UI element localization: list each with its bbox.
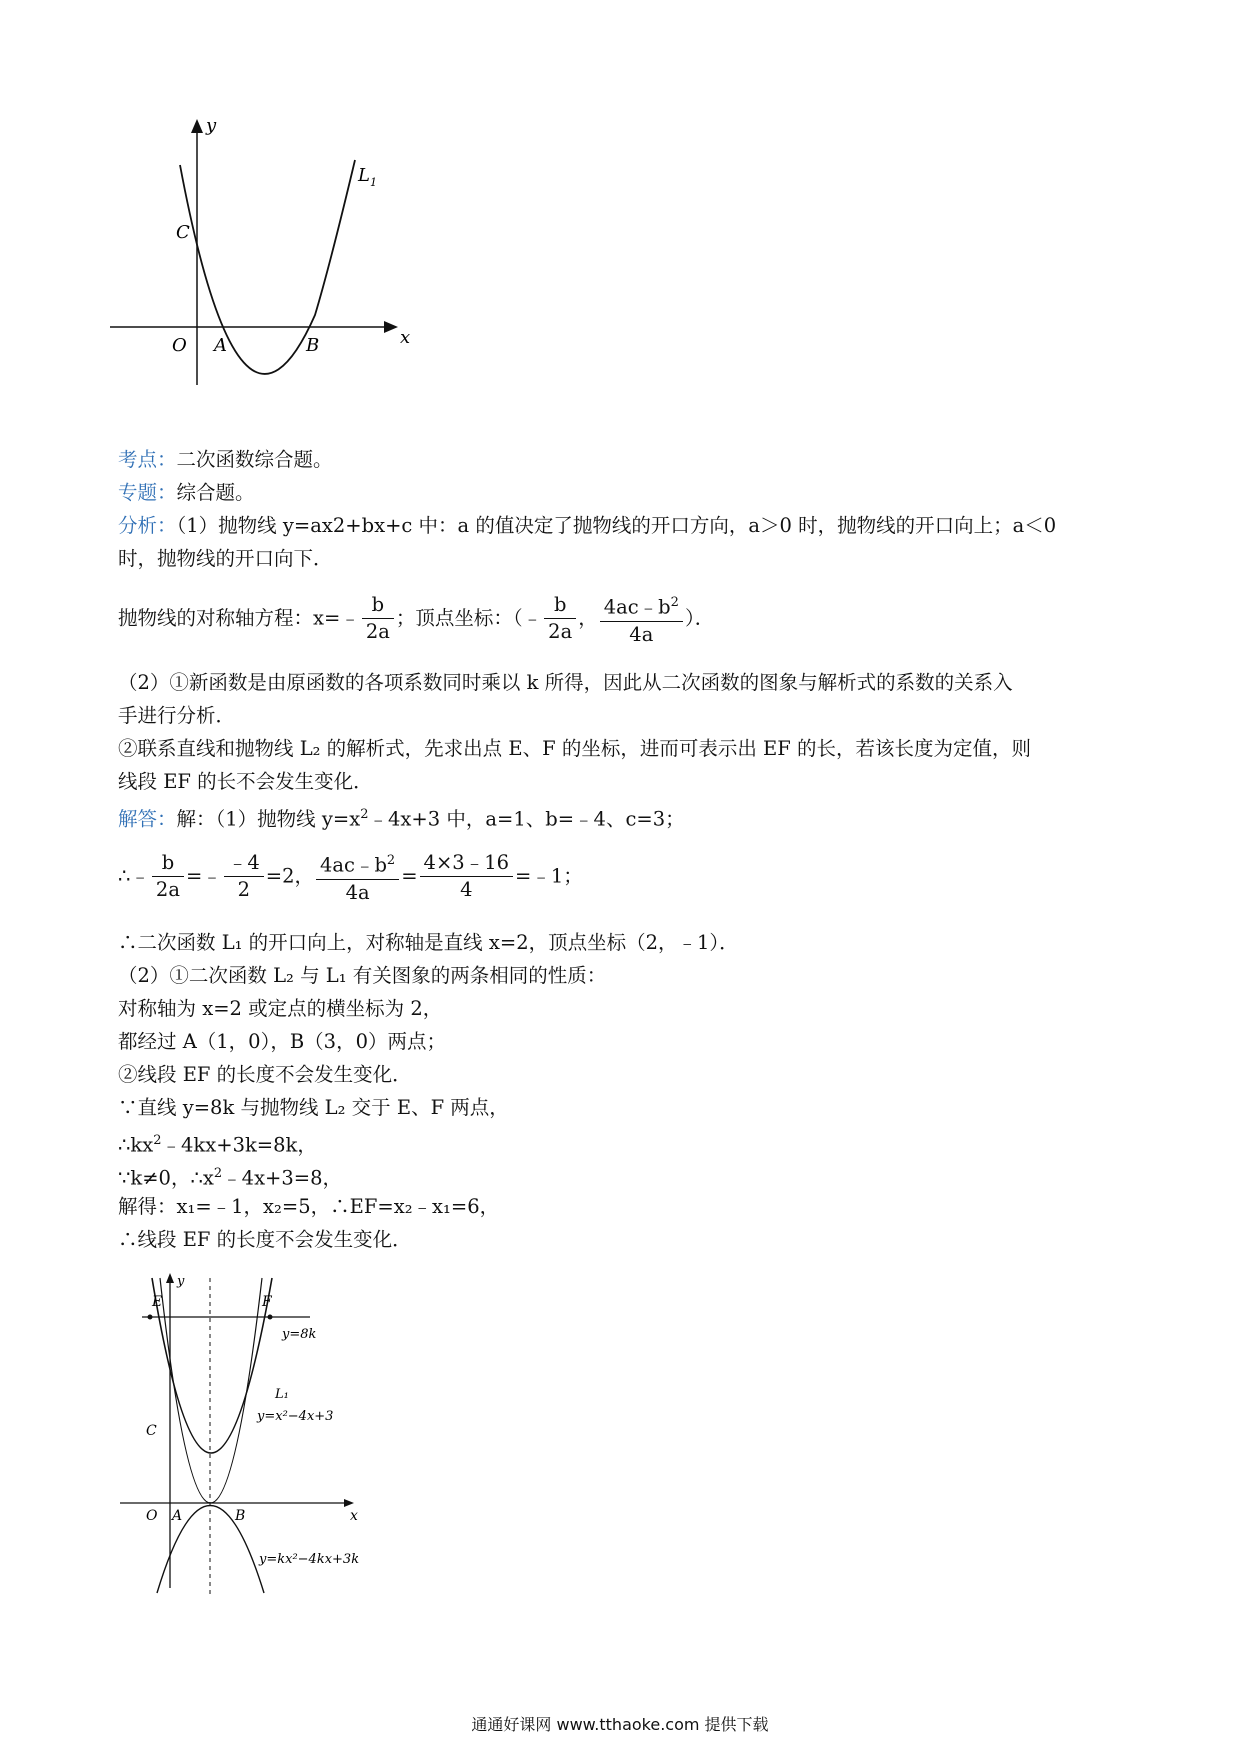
y-axis-label: y bbox=[177, 1274, 185, 1289]
curve-l1-label: L bbox=[358, 165, 370, 186]
fraction-vertex-x bbox=[544, 592, 576, 645]
frac-num bbox=[600, 590, 683, 622]
fraction-b-over-2a bbox=[152, 850, 184, 903]
point-a-label: A bbox=[214, 335, 227, 356]
frac-den: 4 bbox=[460, 878, 473, 902]
point-c-label: C bbox=[146, 1423, 157, 1439]
kaodian-label: 考点： bbox=[118, 448, 177, 471]
calc-eq: =2， bbox=[265, 864, 314, 888]
point-c-label: C bbox=[176, 222, 190, 243]
jieda-line-6: 都经过 A（1，0），B（3，0）两点； bbox=[118, 1030, 446, 1053]
jieda-label: 解答： bbox=[118, 807, 177, 831]
frac-num bbox=[316, 848, 399, 880]
text-a: ∴kx bbox=[118, 1133, 154, 1157]
jieda-line-8: ∵直线 y=8k 与抛物线 L₂ 交于 E、F 两点， bbox=[118, 1096, 509, 1119]
fenxi-p2-line-2: 手进行分析． bbox=[118, 704, 236, 727]
superscript: 2 bbox=[386, 853, 396, 868]
curve-l1-label: L₁ bbox=[275, 1387, 289, 1402]
line-y8k-label: y=8k bbox=[282, 1327, 317, 1342]
jieda-line-10 bbox=[118, 1159, 342, 1194]
point-b-label: B bbox=[306, 335, 320, 356]
jieda-line-4: （2）①二次函数 L₂ 与 L₁ 有关图象的两条相同的性质： bbox=[118, 964, 607, 987]
calc-eq: =﹣1； bbox=[515, 864, 583, 888]
vertex-suffix: ）． bbox=[684, 606, 715, 630]
kaodian-text: 二次函数综合题。 bbox=[176, 448, 333, 471]
frac-num: b bbox=[544, 592, 576, 619]
fraction-vertex-y bbox=[316, 848, 399, 906]
text-b: ﹣4kx+3k=8k， bbox=[161, 1133, 317, 1157]
origin-label: O bbox=[172, 335, 187, 356]
curve-l2-equation: y=kx²−4kx+3k bbox=[259, 1552, 360, 1567]
curve-l1-equation: y=x²−4x+3 bbox=[257, 1409, 334, 1424]
fraction-neg4-over-2 bbox=[224, 850, 264, 903]
superscript: 2 bbox=[670, 595, 679, 610]
fenxi-line-2: 时，抛物线的开口向下． bbox=[118, 547, 333, 570]
calc-eq: = bbox=[401, 864, 418, 888]
frac-den: 2a bbox=[155, 878, 180, 902]
frac-den: 2 bbox=[237, 878, 250, 902]
frac-num-text: 4ac﹣b bbox=[603, 595, 671, 619]
calc-prefix: ∴﹣ bbox=[118, 864, 150, 888]
fenxi-p2-line-3: ②联系直线和抛物线 L₂ 的解析式，先求出点 E、F 的坐标，进而可表示出 EF 的长，若该长度为定值，则 bbox=[118, 737, 1031, 760]
frac-num: b bbox=[362, 592, 394, 619]
jieda-line-11: 解得：x₁=﹣1，x₂=5，∴EF=x₂﹣x₁=6， bbox=[118, 1195, 500, 1218]
fenxi-formula bbox=[118, 590, 714, 648]
point-f-label: F bbox=[262, 1294, 272, 1310]
zhuanti-text: 综合题。 bbox=[176, 481, 255, 504]
superscript: 2 bbox=[153, 1133, 162, 1148]
page-footer: 通通好课网 www.tthaoke.com 提供下载 bbox=[471, 1715, 769, 1734]
zhuanti-label: 专题： bbox=[118, 481, 177, 504]
x-axis-label: x bbox=[350, 1508, 358, 1524]
kaodian-line bbox=[118, 445, 333, 475]
superscript: 2 bbox=[360, 807, 369, 822]
axis-prefix: 抛物线的对称轴方程：x=﹣ bbox=[118, 606, 360, 630]
frac-den: 2a bbox=[365, 620, 390, 644]
fenxi-p2-line-1: （2）①新函数是由原函数的各项系数同时乘以 k 所得，因此从二次函数的图象与解析式的系数的关系入 bbox=[118, 671, 1013, 694]
figure-parabola-l1 bbox=[110, 115, 460, 435]
jieda-text-b: ﹣4x+3 中，a=1、b=﹣4、c=3； bbox=[368, 807, 685, 831]
text-b: ﹣4x+3=8， bbox=[222, 1166, 343, 1190]
vertex-prefix: ；顶点坐标：（﹣ bbox=[395, 606, 543, 630]
jieda-text-a: 解：（1）抛物线 y=x bbox=[176, 807, 361, 831]
fraction-vertex-y bbox=[600, 590, 683, 648]
point-b-label: B bbox=[235, 1508, 246, 1524]
point-a-label: A bbox=[172, 1508, 183, 1524]
jieda-line-7: ②线段 EF 的长度不会发生变化． bbox=[118, 1063, 412, 1086]
fenxi-line-1 bbox=[118, 511, 1056, 541]
fraction-numeric bbox=[420, 850, 513, 903]
jieda-line-5: 对称轴为 x=2 或定点的横坐标为 2， bbox=[118, 997, 443, 1020]
jieda-calc bbox=[118, 848, 583, 906]
frac-den: 2a bbox=[548, 620, 573, 644]
jieda-line-1 bbox=[118, 800, 685, 835]
text-a: ∵k≠0，∴x bbox=[118, 1166, 214, 1190]
frac-den: 4a bbox=[629, 622, 654, 646]
point-e-label: E bbox=[152, 1294, 163, 1310]
y-axis-label: y bbox=[206, 115, 217, 136]
fraction-b-over-2a bbox=[362, 592, 394, 645]
curve-l1-subscript: 1 bbox=[370, 176, 377, 189]
frac-num: 4×3﹣16 bbox=[420, 850, 513, 877]
jieda-line-3: ∴二次函数 L₁ 的开口向上，对称轴是直线 x=2，顶点坐标（2，﹣1）． bbox=[118, 931, 739, 954]
frac-num-text: 4ac﹣b bbox=[319, 853, 387, 877]
frac-den: 4a bbox=[345, 880, 370, 904]
jieda-line-12: ∴线段 EF 的长度不会发生变化． bbox=[118, 1228, 412, 1251]
zhuanti-line bbox=[118, 478, 255, 508]
fenxi-p2-line-4: 线段 EF 的长不会发生变化． bbox=[118, 770, 373, 793]
x-axis-label: x bbox=[400, 327, 411, 348]
comma: ， bbox=[578, 606, 598, 630]
jieda-line-9 bbox=[118, 1126, 317, 1161]
figure-parabolas-l1-l2 bbox=[112, 1268, 372, 1608]
fenxi-label: 分析： bbox=[118, 514, 177, 537]
frac-num: b bbox=[152, 850, 184, 877]
origin-label: O bbox=[146, 1508, 158, 1524]
fenxi-text-1: （1）抛物线 y=ax2+bx+c 中：a 的值决定了抛物线的开口方向，a＞0 时，抛物线的开口向上；a＜0 bbox=[176, 514, 1057, 537]
calc-eq: =﹣ bbox=[185, 864, 222, 888]
superscript: 2 bbox=[213, 1166, 223, 1181]
frac-num: ﹣4 bbox=[224, 850, 264, 877]
